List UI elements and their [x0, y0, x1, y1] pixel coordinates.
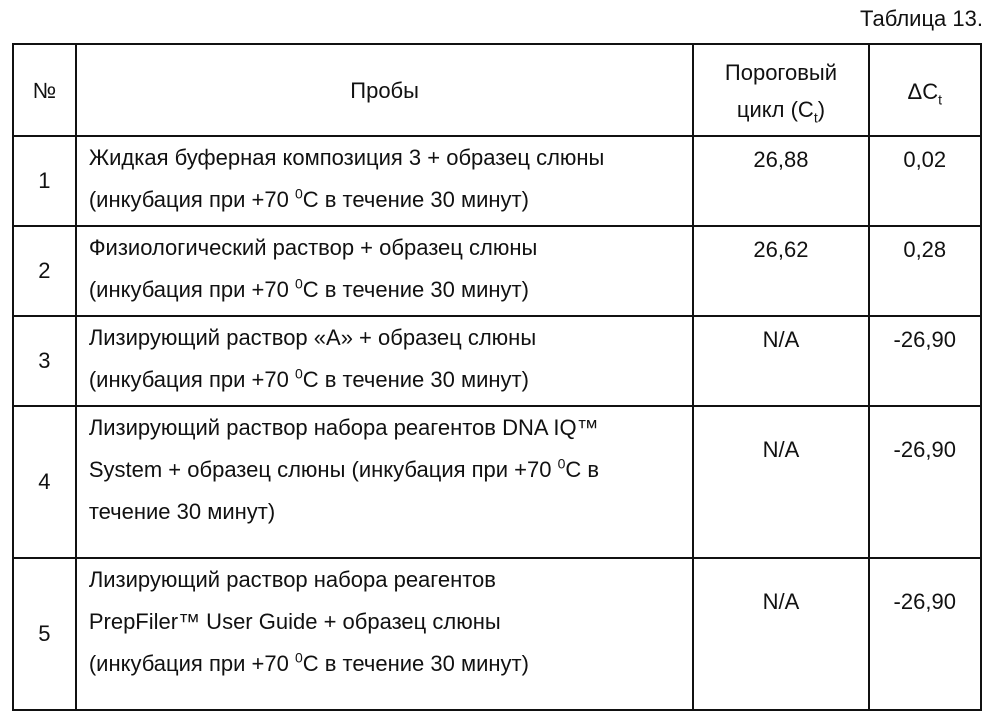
sample-line: (инкубация при +70: [88, 367, 295, 392]
header-dct-main: ΔC: [907, 78, 939, 104]
row-sample: [76, 136, 694, 226]
row-dct: -26,90: [869, 406, 982, 558]
row-ct: N/A: [693, 558, 868, 710]
table-row: [13, 558, 981, 710]
sample-line: C в течение 30 минут): [302, 187, 529, 212]
row-sample: [76, 316, 694, 406]
degree-sup: 0: [294, 185, 303, 202]
degree-sup: 0: [294, 649, 303, 666]
sample-line: Лизирующий раствор «А» + образец слюны: [88, 325, 537, 350]
row-ct: 26,88: [693, 136, 868, 226]
row-ct: N/A: [693, 406, 868, 558]
table-row: [13, 136, 981, 226]
degree-sup: 0: [294, 365, 303, 382]
results-table: [12, 43, 982, 711]
header-num: №: [13, 44, 76, 136]
table-row: [13, 226, 981, 316]
sample-line: C в течение 30 минут): [302, 651, 529, 676]
sample-line: (инкубация при +70: [88, 651, 295, 676]
sample-line: C в: [565, 457, 600, 482]
header-ct-line2-post: ): [817, 97, 826, 122]
degree-sup: 0: [557, 455, 566, 472]
row-num: 1: [13, 136, 76, 226]
table-row: [13, 406, 981, 558]
header-threshold-cycle: [693, 44, 868, 136]
row-dct: 0,02: [869, 136, 982, 226]
header-dct-sub: t: [938, 90, 942, 107]
row-ct: 26,62: [693, 226, 868, 316]
table-row: [13, 316, 981, 406]
sample-line: C в течение 30 минут): [302, 277, 529, 302]
header-ct-sub: t: [813, 109, 818, 126]
sample-line: течение 30 минут): [88, 499, 276, 524]
sample-line: PrepFiler™ User Guide + образец слюны: [88, 609, 501, 634]
row-num: 2: [13, 226, 76, 316]
row-sample: [76, 406, 694, 558]
header-sample: Пробы: [76, 44, 694, 136]
table-caption: Таблица 13.: [860, 6, 983, 31]
row-dct: -26,90: [869, 558, 982, 710]
header-ct-line2-pre: цикл (C: [736, 97, 814, 122]
row-num: 3: [13, 316, 76, 406]
row-num: 5: [13, 558, 76, 710]
sample-line: (инкубация при +70: [88, 187, 295, 212]
sample-line: C в течение 30 минут): [302, 367, 529, 392]
sample-line: (инкубация при +70: [88, 277, 295, 302]
sample-line: Жидкая буферная композиция 3 + образец слюны: [88, 145, 605, 170]
sample-line: System + образец слюны (инкубация при +70: [88, 457, 558, 482]
row-dct: -26,90: [869, 316, 982, 406]
sample-line: Физиологический раствор + образец слюны: [88, 235, 538, 260]
sample-line: Лизирующий раствор набора реагентов: [88, 567, 496, 592]
row-sample: [76, 226, 694, 316]
header-ct-line1: Пороговый: [724, 60, 837, 85]
sample-line: Лизирующий раствор набора реагентов DNA IQ™: [88, 415, 599, 440]
row-sample: [76, 558, 694, 710]
row-dct: 0,28: [869, 226, 982, 316]
row-num: 4: [13, 406, 76, 558]
table-header-row: [13, 44, 981, 136]
degree-sup: 0: [294, 275, 303, 292]
row-ct: N/A: [693, 316, 868, 406]
header-delta-ct: [869, 44, 982, 136]
